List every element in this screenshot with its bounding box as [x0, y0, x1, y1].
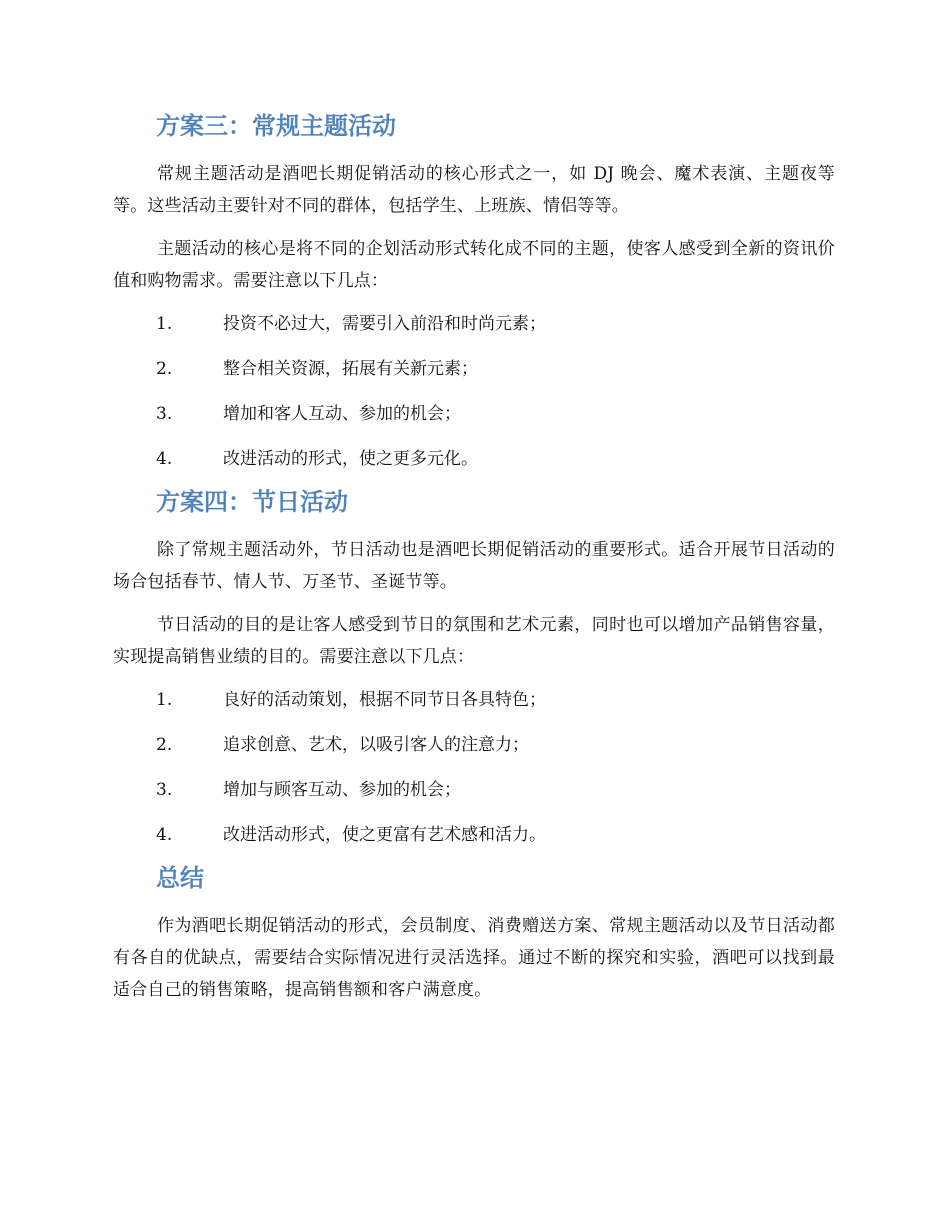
list-text: 追求创意、艺术，以吸引客人的注意力； — [223, 735, 529, 755]
paragraph: 节日活动的目的是让客人感受到节日的氛围和艺术元素，同时也可以增加产品销售容量，实现提高销售业绩的目的。需要注意以下几点： — [113, 615, 835, 667]
list-number: 1. — [156, 690, 173, 710]
list-item — [113, 819, 835, 851]
list-number: 4. — [156, 825, 173, 845]
list-item — [113, 353, 835, 385]
list-text: 整合相关资源，拓展有关新元素； — [223, 359, 478, 379]
list-text: 改进活动形式，使之更富有艺术感和活力。 — [223, 825, 546, 845]
list-item — [113, 398, 835, 430]
section-heading-plan-three: 方案三：常规主题活动 — [156, 112, 396, 140]
numbered-list — [113, 684, 835, 851]
list-number: 1. — [156, 314, 173, 334]
list-item — [113, 729, 835, 761]
paragraph: 主题活动的核心是将不同的企划活动形式转化成不同的主题，使客人感受到全新的资讯价值和购物需求。需要注意以下几点： — [113, 239, 835, 291]
list-number: 2. — [156, 735, 173, 755]
section-heading-plan-four: 方案四：节日活动 — [156, 488, 348, 516]
list-item — [113, 443, 835, 475]
list-number: 4. — [156, 449, 173, 469]
list-number: 3. — [156, 780, 173, 800]
list-text: 良好的活动策划，根据不同节日各具特色； — [223, 690, 546, 710]
list-item — [113, 308, 835, 340]
paragraph: 常规主题活动是酒吧长期促销活动的核心形式之一，如 DJ 晚会、魔术表演、主题夜等等。这些活动主要针对不同的群体，包括学生、上班族、情侣等等。 — [113, 164, 835, 216]
list-text: 投资不必过大，需要引入前沿和时尚元素； — [223, 314, 546, 334]
numbered-list — [113, 308, 835, 475]
list-text: 增加与顾客互动、参加的机会； — [223, 780, 461, 800]
list-number: 2. — [156, 359, 173, 379]
paragraph: 作为酒吧长期促销活动的形式，会员制度、消费赠送方案、常规主题活动以及节日活动都有各自的优缺点，需要结合实际情况进行灵活选择。通过不断的探究和实验，酒吧可以找到最适合自己的销售策略，提高销售额和客户满意度。 — [113, 916, 835, 1000]
list-text: 改进活动的形式，使之更多元化。 — [223, 449, 478, 469]
paragraph: 除了常规主题活动外，节日活动也是酒吧长期促销活动的重要形式。适合开展节日活动的场合包括春节、情人节、万圣节、圣诞节等。 — [113, 540, 835, 592]
list-item — [113, 684, 835, 716]
document-page — [113, 108, 835, 1006]
list-number: 3. — [156, 404, 173, 424]
list-item — [113, 774, 835, 806]
section-heading-summary: 总结 — [156, 864, 204, 892]
list-text: 增加和客人互动、参加的机会； — [223, 404, 461, 424]
